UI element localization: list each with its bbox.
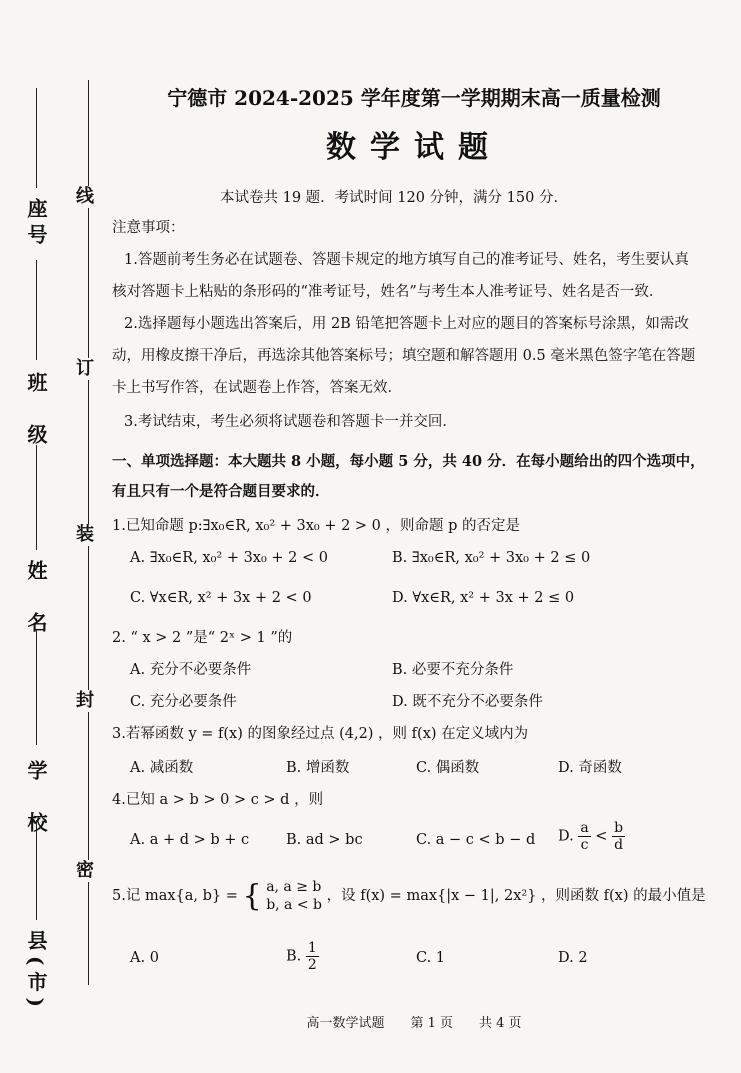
class-label: 班 级: [24, 372, 48, 450]
note-1-line-2: 核对答题卡上粘贴的条形码的“准考证号，姓名”与考生本人准考证号、姓名是否一致．: [112, 284, 664, 300]
q3-option-d: D. 奇函数: [558, 760, 622, 776]
q4-option-d: [558, 820, 625, 853]
seal-char-feng: 封: [76, 690, 94, 711]
name-label: 姓 名: [24, 560, 48, 638]
seal-char-zhuang: 装: [76, 524, 94, 545]
school-fill-line: [36, 630, 37, 745]
class-fill-line: [36, 260, 37, 360]
fraction-numerator: 1: [307, 940, 317, 956]
q5-option-b: [286, 940, 319, 973]
q5-case-2: b, a < b: [266, 897, 322, 913]
seat-fill-line: [36, 88, 37, 188]
q4-option-a: A. a + d > b + c: [130, 832, 250, 848]
exam-info: 本试卷共 19 题．考试时间 120 分钟，满分 150 分．: [220, 190, 568, 206]
q4-option-c: C. a − c < b − d: [416, 832, 536, 848]
seal-char-ding: 订: [76, 358, 94, 379]
q2-option-a: A. 充分不必要条件: [130, 662, 252, 678]
q4-fraction-a-over-c: [578, 820, 590, 853]
q1-option-b: B. ∃x₀∈R, x₀² + 3x₀ + 2 ≤ 0: [392, 550, 591, 566]
note-2-line-3: 卡上书写作答，在试题卷上作答，答案无效．: [112, 380, 402, 396]
q4-option-d-label: D.: [558, 828, 574, 845]
left-brace-icon: {: [242, 878, 262, 914]
notes-heading: 注意事项：: [112, 220, 185, 236]
q3-option-a: A. 减函数: [130, 760, 194, 776]
school-label: 学 校: [24, 760, 48, 838]
less-than-sign: <: [595, 828, 608, 845]
q5-cases: [266, 878, 322, 914]
q5-option-a: A. 0: [130, 950, 159, 966]
seat-label: 座号: [24, 198, 48, 250]
subject-title: 数学试题: [326, 130, 502, 165]
fraction-denominator: c: [580, 837, 589, 853]
note-2-line-2: 动，用橡皮擦干净后，再选涂其他答案标号；填空题和解答题用 0.5 毫米黑色签字笔在答题: [112, 348, 696, 364]
q5-option-d: D. 2: [558, 950, 588, 966]
q5-option-c: C. 1: [416, 950, 446, 966]
county-label: 县(市): [24, 930, 48, 1013]
q5-fraction-one-half: [306, 940, 319, 973]
q1-option-c: C. ∀x∈R, x² + 3x + 2 < 0: [130, 590, 312, 606]
q1-option-d: D. ∀x∈R, x² + 3x + 2 ≤ 0: [392, 590, 575, 606]
note-2-line-1: 2.选择题每小题选出答案后，用 2B 铅笔把答题卡上对应的题目的答案标号涂黑，如需改: [124, 316, 689, 332]
name-fill-line: [36, 445, 37, 550]
q5-case-1: a, a ≥ b: [266, 879, 322, 895]
q2-option-c: C. 充分必要条件: [130, 694, 237, 710]
q4-option-b: B. ad > bc: [286, 832, 363, 848]
county-fill-line: [36, 820, 37, 920]
q1-stem: 1.已知命题 p:∃x₀∈R, x₀² + 3x₀ + 2 > 0 ，则命题 p 的否定是: [112, 518, 521, 534]
q5-option-b-label: B.: [286, 948, 302, 965]
fraction-denominator: 2: [307, 957, 317, 973]
section-1-heading-line-1: 一、单项选择题：本大题共 8 小题，每小题 5 分，共 40 分．在每小题给出的四个选项中，: [112, 453, 705, 470]
fraction-numerator: a: [580, 820, 589, 836]
note-1-line-1: 1.答题前考生务必在试题卷、答题卡规定的地方填写自己的准考证号、姓名，考生要认真: [124, 252, 689, 268]
q2-option-d: D. 既不充分不必要条件: [392, 694, 543, 710]
q2-option-b: B. 必要不充分条件: [392, 662, 514, 678]
q3-option-c: C. 偶函数: [416, 760, 480, 776]
page-footer: 高一数学试题 第 1 页 共 4 页: [306, 1016, 522, 1031]
note-3: 3.考试结束，考生必须将试题卷和答题卡一并交回．: [124, 414, 457, 430]
q3-option-b: B. 增函数: [286, 760, 350, 776]
q5-prefix: 5.记 max{a, b} =: [112, 888, 238, 904]
q4-fraction-b-over-d: [612, 820, 625, 853]
exam-title: 宁德市 2024-2025 学年度第一学期期末高一质量检测: [167, 86, 661, 110]
q5-stem: [112, 878, 706, 914]
q5-rest: ，设 f(x) = max{|x − 1|, 2x²} ，则函数 f(x) 的最小值是: [326, 888, 706, 904]
fraction-numerator: b: [614, 820, 624, 836]
q1-option-a: A. ∃x₀∈R, x₀² + 3x₀ + 2 < 0: [130, 550, 328, 566]
q2-stem: 2. “ x > 2 ”是“ 2ˣ > 1 ”的: [112, 630, 293, 646]
q4-stem: 4.已知 a > b > 0 > c > d ，则: [112, 792, 324, 808]
seal-char-mi: 密: [76, 860, 94, 881]
seal-char-xian: 线: [76, 186, 94, 207]
q3-stem: 3.若幂函数 y = f(x) 的图象经过点 (4,2) ，则 f(x) 在定义域内为: [112, 726, 529, 742]
section-1-heading-line-2: 有且只有一个是符合题目要求的．: [112, 483, 330, 500]
fraction-denominator: d: [614, 837, 624, 853]
